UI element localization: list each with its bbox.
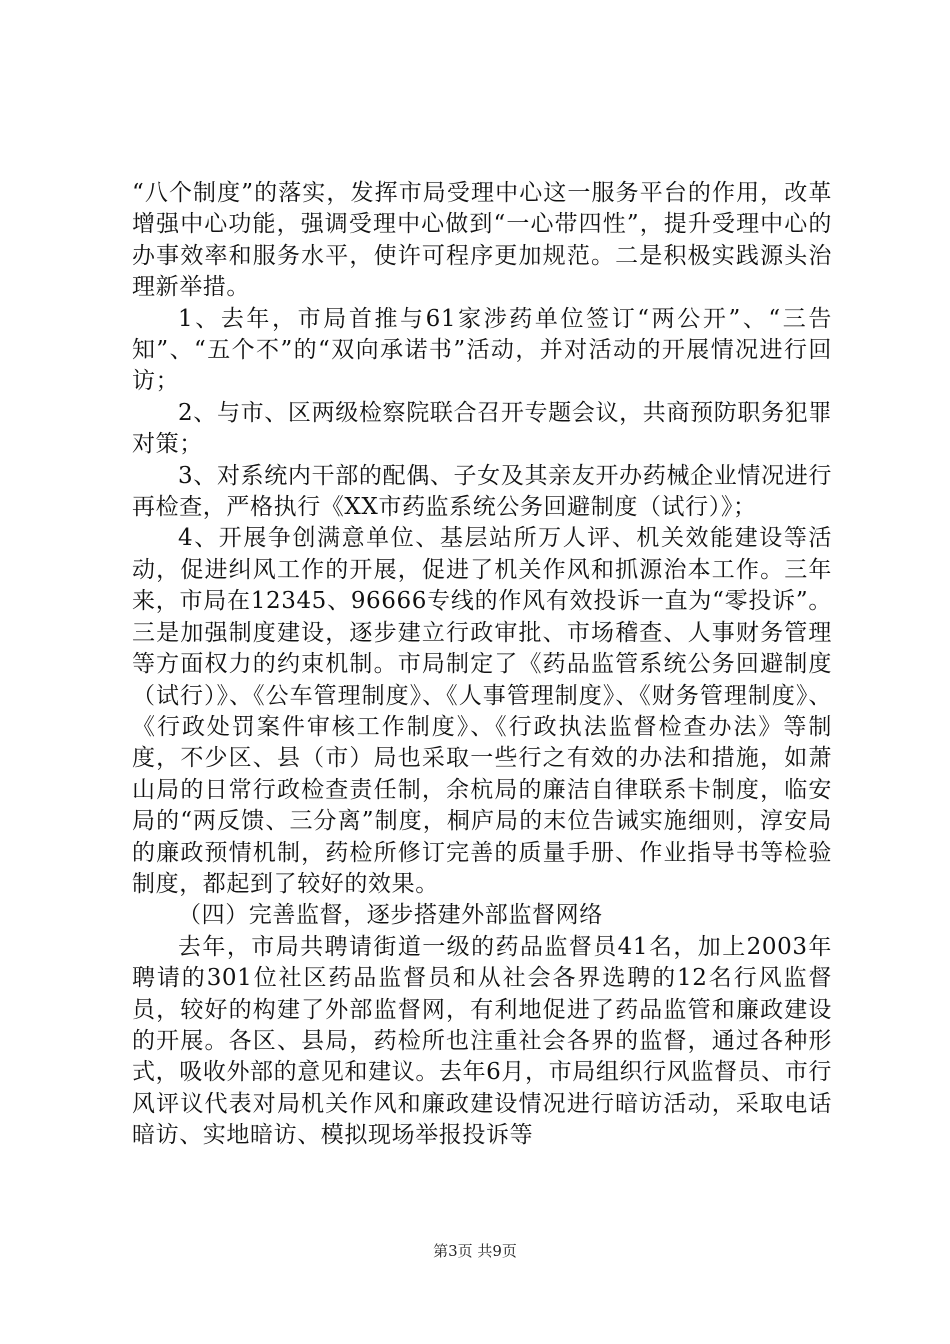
document-body [132,178,832,1152]
page-number: 第3页 共9页 [433,1242,517,1260]
page-footer [0,1240,950,1261]
paragraph-item-4: 4、开展争创满意单位、基层站所万人评、机关效能建设等活动，促进纠风工作的开展，促进了机关作风和抓源治本工作。三年来，市局在12345、96666专线的作风有效投诉一直为“零投诉”。三是加强制度建设，逐步建立行政审批、市场稽查、人事财务管理等方面权力的约束机制。市局制定了《药品监管系统公务回避制度（试行）》、《公车管理制度》、《人事管理制度》、《财务管理制度》、《行政处罚案件审核工作制度》、《行政执法监督检查办法》等制度，不少区、县（市）局也采取一些行之有效的办法和措施，如萧山局的日常行政检查责任制，余杭局的廉洁自律联系卡制度，临安局的“两反馈、三分离”制度，桐庐局的末位告诫实施细则，淳安局的廉政预情机制，药检所修订完善的质量手册、作业指导书等检验制度，都起到了较好的效果。 [132,525,832,897]
paragraph-item-1: 1、去年，市局首推与61家涉药单位签订“两公开”、“三告知”、“五个不”的“双向承诺书”活动，并对活动的开展情况进行回访； [132,305,832,395]
paragraph-item-3: 3、对系统内干部的配偶、子女及其亲友开办药械企业情况进行再检查，严格执行《XX市药监系统公务回避制度（试行）》； [132,462,832,521]
paragraph-continuation: “八个制度”的落实，发挥市局受理中心这一服务平台的作用，改革增强中心功能，强调受理中心做到“一心带四性”，提升受理中心的办事效率和服务水平，使许可程序更加规范。二是积极实践源头治理新举措。 [132,180,832,301]
section-heading: （四）完善监督，逐步搭建外部监督网络 [178,902,603,929]
paragraph-item-2: 2、与市、区两级检察院联合召开专题会议，共商预防职务犯罪对策； [132,399,832,458]
paragraph-supervision: 去年，市局共聘请街道一级的药品监督员41名，加上2003年聘请的301位社区药品监督员和从社会各界选聘的12名行风监督员，较好的构建了外部监督网，有利地促进了药品监管和廉政建设的开展。各区、县局，药检所也注重社会各界的监督，通过各种形式，吸收外部的意见和建议。去年6月，市局组织行风监督员、市行风评议代表对局机关作风和廉政建设情况进行暗访活动，采取电话暗访、实地暗访、模拟现场举报投诉等 [132,933,832,1149]
